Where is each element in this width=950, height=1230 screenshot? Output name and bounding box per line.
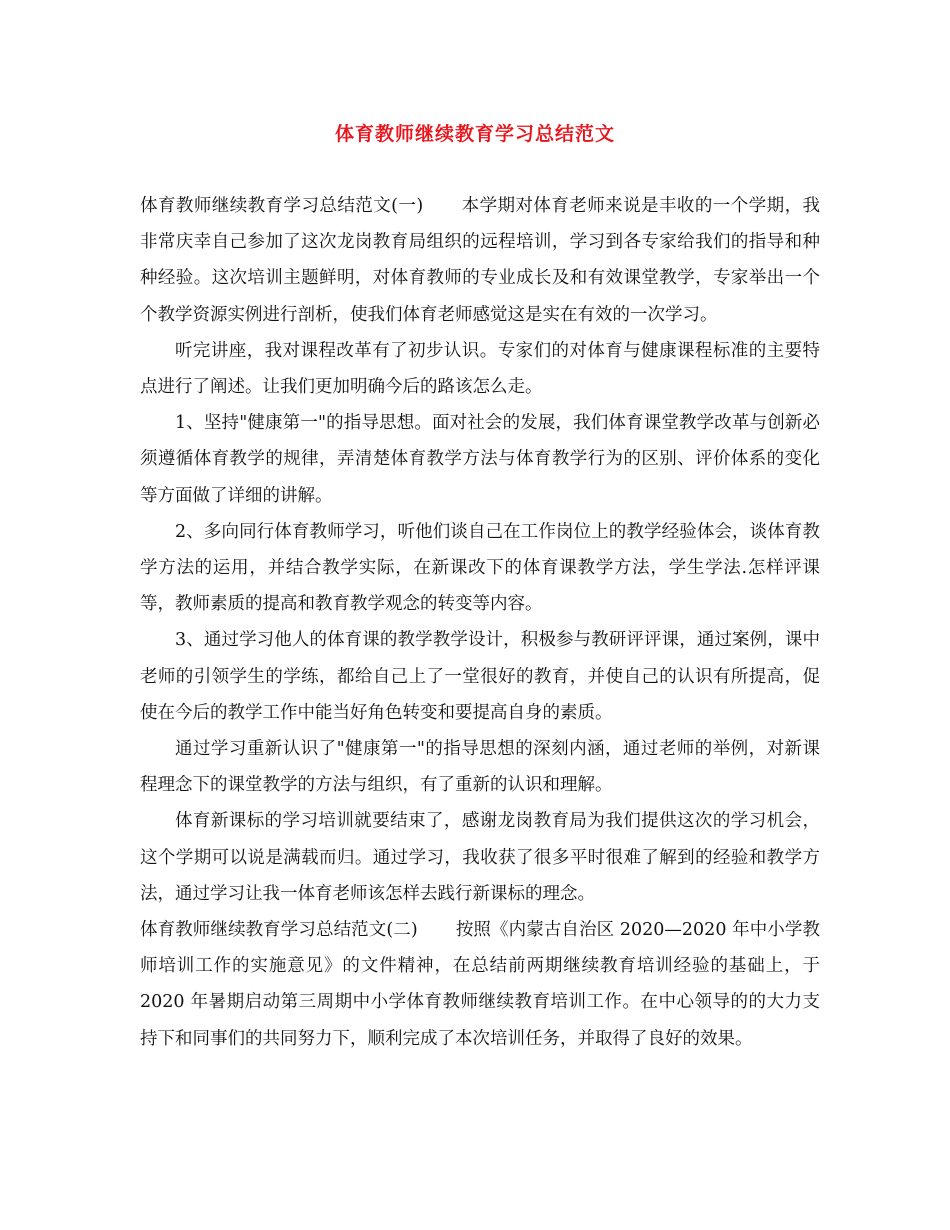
document-body: [140, 188, 820, 1057]
document-title: 体育教师继续教育学习总结范文: [334, 123, 615, 145]
section-1-heading: 体育教师继续教育学习总结范文(一): [140, 196, 424, 216]
section-2-heading: 体育教师继续教育学习总结范文(二): [140, 920, 418, 941]
paragraph: 3、通过学习他人的体育课的教学教学设计，积极参与教研评评课，通过案例，课中老师的引领学生的学练，都给自己上了一堂很好的教育，并使自己的认识有所提高，促使在今后的教学工作中能当好角色转变和要提高自身的素质。: [140, 630, 820, 723]
paragraph: 1、坚持"健康第一"的指导思想。面对社会的发展，我们体育课堂教学改革与创新必须遵循体育教学的规律，弄清楚体育教学方法与体育教学行为的区别、评价体系的变化等方面做了详细的讲解。: [140, 413, 820, 506]
section-1-opening: [140, 188, 820, 333]
paragraph: 听完讲座，我对课程改革有了初步认识。专家们的对体育与健康课程标准的主要特点进行了阐述。让我们更加明确今后的路该怎么走。: [140, 340, 820, 398]
section-1-intro: 本学期对体育老师来说是丰收的一个学期，我非常庆幸自己参加了这次龙岗教育局组织的远程培训，学习到各专家给我们的指导和种种经验。这次培训主题鲜明，对体育教师的专业成长及和有效课堂教学，专家举出一个个教学资源实例进行剖析，使我们体育老师感觉这是实在有效的一次学习。: [140, 196, 821, 325]
paragraph: 通过学习重新认识了"健康第一"的指导思想的深刻内涵，通过老师的举例，对新课程理念下的课堂教学的方法与组织，有了重新的认识和理解。: [140, 739, 820, 796]
section-2-intro: 按照《内蒙古自治区 2020—2020 年中小学教师培训工作的实施意见》的文件精神，在总结前两期继续教育培训经验的基础上，于 2020 年暑期启动第三周期中小学体育教师继续教育培训工作。在中心领导的的大力支持下和同事们的共同努力下，顺利完成了本次培训任务，并取得了良好的效果。: [140, 920, 821, 1049]
section-2-opening: [140, 912, 820, 1057]
paragraph: 2、多向同行体育教师学习，听他们谈自己在工作岗位上的教学经验体会，谈体育教学方法的运用，并结合教学实际，在新课改下的体育课教学方法，学生学法.怎样评课等，教师素质的提高和教育教学观念的转变等内容。: [140, 521, 820, 615]
paragraph: 体育新课标的学习培训就要结束了，感谢龙岗教育局为我们提供这次的学习机会，这个学期可以说是满载而归。通过学习，我收获了很多平时很难了解到的经验和教学方法，通过学习让我一体育老师该怎样去践行新课标的理念。: [140, 811, 820, 904]
